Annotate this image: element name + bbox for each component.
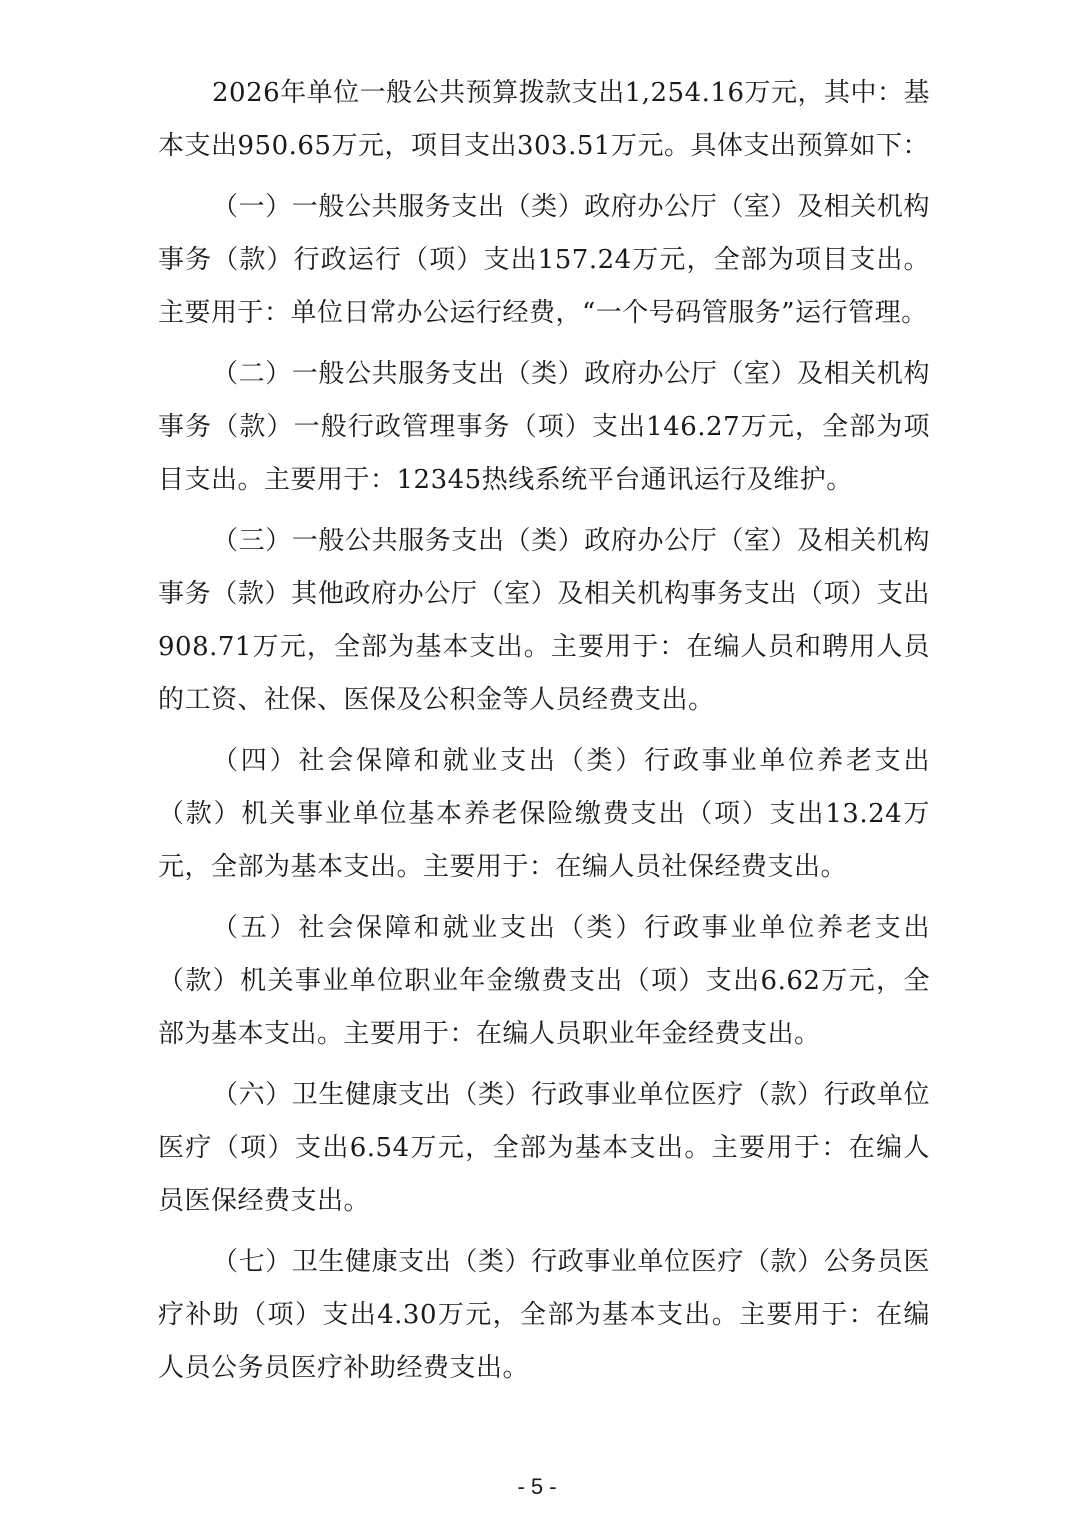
paragraph-item-5: （五）社会保障和就业支出（类）行政事业单位养老支出（款）机关事业单位职业年金缴费支出（项）支出6.62万元，全部为基本支出。主要用于：在编人员职业年金经费支出。 (158, 913, 930, 1049)
paragraph-item-6: （六）卫生健康支出（类）行政事业单位医疗（款）行政单位医疗（项）支出6.54万元，全部为基本支出。主要用于：在编人员医保经费支出。 (158, 1080, 930, 1216)
page-number: - 5 - (517, 1474, 557, 1499)
document-body (158, 67, 930, 1403)
paragraph-item-7: （七）卫生健康支出（类）行政事业单位医疗（款）公务员医疗补助（项）支出4.30万元，全部为基本支出。主要用于：在编人员公务员医疗补助经费支出。 (158, 1247, 930, 1383)
paragraph-budget-summary: 2026年单位一般公共预算拨款支出1,254.16万元，其中：基本支出950.65万元，项目支出303.51万元。具体支出预算如下： (158, 78, 930, 161)
paragraph-item-1: （一）一般公共服务支出（类）政府办公厅（室）及相关机构事务（款）行政运行（项）支出157.24万元，全部为项目支出。主要用于：单位日常办公运行经费，“一个号码管服务”运行管理。 (158, 192, 930, 328)
paragraph-item-3: （三）一般公共服务支出（类）政府办公厅（室）及相关机构事务（款）其他政府办公厅（室）及相关机构事务支出（项）支出908.71万元，全部为基本支出。主要用于：在编人员和聘用人员的工资、社保、医保及公积金等人员经费支出。 (158, 526, 930, 715)
paragraph-item-4: （四）社会保障和就业支出（类）行政事业单位养老支出（款）机关事业单位基本养老保险缴费支出（项）支出13.24万元，全部为基本支出。主要用于：在编人员社保经费支出。 (158, 746, 930, 882)
paragraph-item-2: （二）一般公共服务支出（类）政府办公厅（室）及相关机构事务（款）一般行政管理事务（项）支出146.27万元，全部为项目支出。主要用于：12345热线系统平台通讯运行及维护。 (158, 359, 930, 495)
